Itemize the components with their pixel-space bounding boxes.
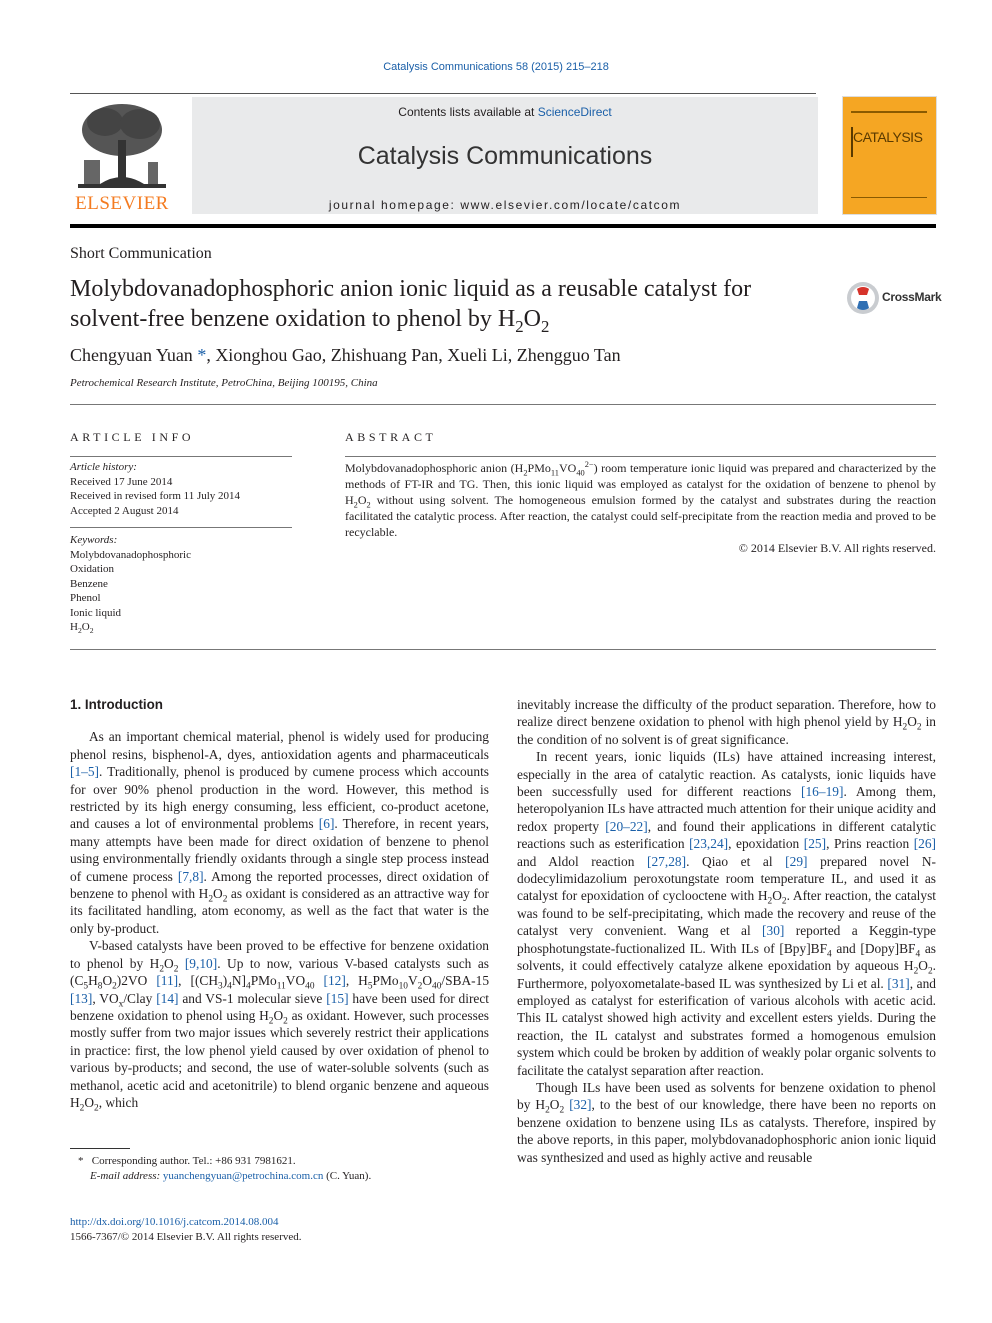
journal-citation[interactable]: Catalysis Communications 58 (2015) 215–218 xyxy=(383,61,609,73)
crossmark-badge[interactable] xyxy=(846,281,942,315)
divider xyxy=(70,649,936,650)
journal-cover-image[interactable] xyxy=(842,96,937,215)
footnote: * Corresponding author. Tel.: +86 931 7981621. E-mail address: yuanchengyuan@petrochina.com.cn (C. Yuan). xyxy=(78,1155,372,1182)
journal-homepage[interactable]: journal homepage: www.elsevier.com/locate/catcom xyxy=(328,198,682,212)
citation-link[interactable]: [29] xyxy=(785,853,808,869)
cover-title: CATALYSIS xyxy=(853,129,923,145)
paragraph: inevitably increase the difficulty of the product separation. Therefore, how to realize direct benzene oxidation to phenol with high phenol yield by $H_2O_2$ in the condition of no solvent is of great significance. xyxy=(517,697,936,747)
body-column-left xyxy=(70,696,490,1114)
email-link[interactable]: yuanchengyuan@petrochina.com.cn xyxy=(162,1170,324,1182)
corresponding-author-mark[interactable]: * xyxy=(197,345,207,365)
paragraph: As an important chemical material, phenol is widely used for producing phenol resins, bisphenol-A, dyes, antioxidation agents and pharmaceuticals [1–5]. Traditionally, phenol is produced by cumene process which accounts for over 90% phenol production in the word. However, this method is restricted by its high energy consuming, less efficient, co-product acetone, and causes a lot of environmental problems [6]. Therefore, in recent years, many attempts have been made for direct oxidation of benzene to phenol using environmentally friendly oxidants through a single step process instead of cumene process [7,8]. Among the reported processes, direct oxidation of benzene to phenol with $H_2O_2$ as oxidant is considered as an attractive way for its facilitated handling, atom economy, as well as the fact that water is the only by-product. xyxy=(70,729,489,936)
doi-block xyxy=(70,1215,302,1245)
divider xyxy=(70,527,292,528)
article-title: Molybdovanadophosphoric anion ionic liquid as a reusable catalyst for solvent-free benzene oxidation to phenol by $H_2O_2$ xyxy=(70,276,752,336)
citation-link[interactable]: [20–22] xyxy=(605,818,648,834)
paragraph: V-based catalysts have been proved to be effective for benzene oxidation to phenol by $H_2O_2$ [9,10]. Up to now, various V-based catalysts such as $(C_5H_8O_2)2VO$ [11], $[(CH_3)_4N]_4PMo_{11}VO_{40}$ [12], $H_5PMo_{10}V_2O_{40}/SBA-15$ [13], $VO_x$/Clay [14] and VS-1 molecular sieve [15] have been used for direct benzene oxidation to phenol using $H_2O_2$ as oxidant. However, such processes mostly suffer from two major issues which severely restrict their applications in practice: first, the low phenol yield caused by over oxidation of phenol to various by-products; and second, the use of water-soluble solvents (such as methanol, acetic acid and acetonitrile) to blend organic benzene and aqueous $H_2O_2$, which xyxy=(70,938,490,1114)
paragraph: In recent years, ionic liquids (ILs) have attained increasing interest, especially in the area of catalytic reaction. As catalysts, ionic liquids have been successfully used for different reactions [16–19]. Among them, heteropolyanion ILs have attracted much attention for their unique acidity and redox property [20–22], and found their applications in different catalytic reactions such as esterification [23,24], epoxidation [25], Prins reaction [26] and Aldol reaction [27,28]. Qiao et al [29] prepared novel N-dodecylimidazolium peroxotungstate room temperature IL, and used it as catalyst for epoxidation of cyclooctene with $H_2O_2$. After reaction, the catalyst was found to be self-precipitating, which made the recovery and reuse of the catalyst very convenient. Wang et al [30] reported a Keggin-type phosphotungstate-fuctionalized IL. With ILs of $[Bpy]BF_4$ and $[Dopy]BF_4$ as solvents, it could effectively catalyze alkene epoxidation by aqueous $H_2O_2$. Furthermore, polyoxometalate-based IL was synthesized by Li et al. [31], and employed as catalyst for esterification of various alcohols with acetic acid. This IL catalyst showed high activity and excellent esters yields. During the reaction, the IL catalyst and substrates formed a homogenous emulsion system which could be broken by addition of weakly polar organic solvents to facilitate the catalyst separation after reaction. xyxy=(517,749,937,1078)
body-column-right xyxy=(517,696,936,1166)
header-rule xyxy=(70,93,816,94)
citation-link[interactable]: [13] xyxy=(70,990,93,1006)
keyword: Ionic liquid xyxy=(70,606,122,619)
citation-link[interactable]: [25] xyxy=(803,836,827,852)
citation-link[interactable]: [7,8] xyxy=(177,868,204,884)
divider xyxy=(345,456,936,457)
citation-link[interactable]: [23,24] xyxy=(689,836,729,852)
issn-line: 1566-7367/© 2014 Elsevier B.V. All rights reserved. xyxy=(70,1231,302,1243)
header-thick-rule xyxy=(70,224,936,228)
doi-link[interactable]: http://dx.doi.org/10.1016/j.catcom.2014.08.004 xyxy=(70,1216,279,1228)
author-list: Chengyuan Yuan *, Xionghou Gao, Zhishuang Pan, Xueli Li, Zhengguo Tan xyxy=(70,345,621,365)
citation-link[interactable]: [30] xyxy=(762,923,785,939)
contents-line: Contents lists available at ScienceDirect xyxy=(398,105,612,119)
divider xyxy=(70,404,936,405)
article-type: Short Communication xyxy=(70,245,212,262)
publisher-name[interactable]: ELSEVIER xyxy=(75,193,169,214)
citation-link[interactable]: [11] xyxy=(156,973,179,989)
citation-link[interactable]: [1–5] xyxy=(70,764,100,780)
citation-link[interactable]: [16–19] xyxy=(801,784,844,800)
article-info-heading: ARTICLE INFO xyxy=(70,430,195,444)
citation-link[interactable]: [6] xyxy=(318,816,335,832)
divider xyxy=(70,456,292,457)
citation-link[interactable]: [27,28] xyxy=(647,853,687,869)
author-name[interactable]: Chengyuan Yuan xyxy=(70,345,193,365)
abstract-text: Molybdovanadophosphoric anion $(H_2PMo_{11}VO_{40}^{2-})$ room temperature ionic liquid was prepared and characterized by the methods of FT-IR and TG. Then, this ionic liquid was employed as catalyst for the oxidation of benzene to phenol by $H_2O_2$ without using solvent. The homogeneous emulsion formed by the catalyst and substrates during the reaction facilitated the catalytic process. After reaction, the catalyst could self-precipitate from the reaction media and proved to be recyclable. xyxy=(345,460,937,539)
keyword: Phenol xyxy=(70,592,101,604)
citation-link[interactable]: [31] xyxy=(887,975,910,991)
keyword: Oxidation xyxy=(70,563,114,575)
article-history: Article history: Received 17 June 2014 Received in revised form 11 July 2014 Accepted 2 August 2014 xyxy=(70,461,241,517)
section-heading: 1. Introduction xyxy=(70,697,163,712)
keyword: Molybdovanadophosphoric xyxy=(70,548,191,561)
citation-link[interactable]: [14] xyxy=(156,990,179,1006)
keyword: Benzene xyxy=(70,577,108,590)
crossmark-icon xyxy=(846,281,880,315)
keywords-list: Keywords: Molybdovanadophosphoric Oxidation Benzene Phenol Ionic liquid $H_2O_2$ xyxy=(70,534,191,636)
abstract-heading: ABSTRACT xyxy=(345,430,437,444)
crossmark-label: CrossMark xyxy=(882,290,942,304)
journal-title: Catalysis Communications xyxy=(357,142,653,170)
sciencedirect-link[interactable]: ScienceDirect xyxy=(537,105,612,119)
copyright: © 2014 Elsevier B.V. All rights reserved. xyxy=(738,541,936,555)
citation-link[interactable]: [32] xyxy=(569,1097,592,1113)
paragraph: Though ILs have been used as solvents for benzene oxidation to phenol by $H_2O_2$ [32], to the best of our knowledge, there have been no reports on benzene oxidation to benzene using ILs as catalysts. Therefore, inspired by the above reports, in this paper, molybdovanadophosphoric anion ionic liquid was synthesized and used as highly active and reusable xyxy=(517,1079,936,1165)
affiliation: Petrochemical Research Institute, PetroChina, Beijing 100195, China xyxy=(70,377,378,389)
keyword: $H_2O_2$ xyxy=(70,621,94,636)
citation-link[interactable]: [15] xyxy=(326,990,349,1006)
footnote-rule xyxy=(70,1148,130,1149)
citation-link[interactable]: [26] xyxy=(913,836,936,852)
citation-link[interactable]: [12] xyxy=(323,973,346,989)
citation-link[interactable]: [9,10] xyxy=(184,955,218,971)
